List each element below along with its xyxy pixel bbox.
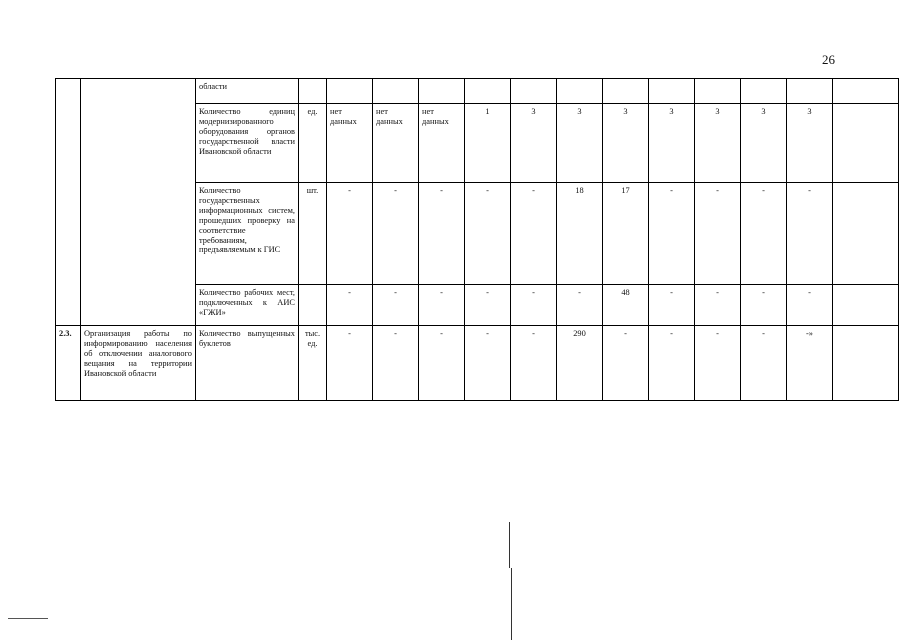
value-cell: -: [373, 326, 419, 401]
value-cell: [741, 79, 787, 104]
value-cell: -: [695, 326, 741, 401]
value-cell: [833, 326, 899, 401]
value-cell: [787, 79, 833, 104]
value-cell: -: [419, 285, 465, 326]
value-cell: -: [419, 326, 465, 401]
scan-artifact-line: [8, 618, 48, 619]
table-row: [56, 326, 899, 401]
value-cell: -: [511, 326, 557, 401]
value-cell: -: [649, 326, 695, 401]
value-cell: -: [649, 285, 695, 326]
value-cell: нет данных: [419, 104, 465, 183]
value-cell: 48: [603, 285, 649, 326]
value-cell: [511, 79, 557, 104]
value-cell: [833, 79, 899, 104]
value-cell: -: [695, 285, 741, 326]
value-cell: -»: [787, 326, 833, 401]
measure-name-cell: [81, 79, 196, 326]
row-number-cell: 2.3.: [56, 326, 81, 401]
value-cell: -: [511, 183, 557, 285]
value-cell: -: [327, 326, 373, 401]
table-row: [56, 79, 899, 104]
value-cell: -: [787, 285, 833, 326]
indicators-table: [55, 78, 899, 401]
value-cell: 3: [787, 104, 833, 183]
indicator-cell: Количество рабочих мест, подключенных к АИС «ГЖИ»: [196, 285, 299, 326]
row-number-cell: [56, 79, 81, 326]
value-cell: -: [465, 285, 511, 326]
value-cell: [833, 183, 899, 285]
value-cell: 3: [695, 104, 741, 183]
value-cell: -: [327, 285, 373, 326]
value-cell: -: [741, 326, 787, 401]
unit-cell: шт.: [299, 183, 327, 285]
value-cell: -: [465, 326, 511, 401]
value-cell: [833, 104, 899, 183]
value-cell: [833, 285, 899, 326]
value-cell: 3: [649, 104, 695, 183]
scan-artifact-line: [511, 568, 512, 640]
value-cell: 3: [603, 104, 649, 183]
value-cell: [695, 79, 741, 104]
measure-name-cell: Организация работы по информированию населения об отключении аналогового вещания на территории Ивановской области: [81, 326, 196, 401]
unit-cell: [299, 79, 327, 104]
value-cell: -: [373, 285, 419, 326]
value-cell: 290: [557, 326, 603, 401]
value-cell: нет данных: [373, 104, 419, 183]
value-cell: -: [649, 183, 695, 285]
value-cell: -: [741, 285, 787, 326]
value-cell: нет данных: [327, 104, 373, 183]
unit-cell: [299, 285, 327, 326]
value-cell: -: [787, 183, 833, 285]
value-cell: -: [557, 285, 603, 326]
value-cell: -: [511, 285, 557, 326]
unit-cell: тыс. ед.: [299, 326, 327, 401]
value-cell: -: [327, 183, 373, 285]
value-cell: -: [373, 183, 419, 285]
value-cell: 3: [741, 104, 787, 183]
scan-artifact-line: [509, 522, 510, 568]
value-cell: [603, 79, 649, 104]
value-cell: -: [419, 183, 465, 285]
value-cell: [419, 79, 465, 104]
indicator-cell: Количество государственных информационных систем, прошедших проверку на соответствие требованиям, предъявляемым к ГИС: [196, 183, 299, 285]
value-cell: -: [695, 183, 741, 285]
value-cell: 1: [465, 104, 511, 183]
value-cell: [465, 79, 511, 104]
value-cell: [327, 79, 373, 104]
page-number: 26: [822, 52, 835, 67]
indicator-cell: Количество единиц модернизированного оборудования органов государственной власти Ивановской области: [196, 104, 299, 183]
indicator-cell: Количество выпущенных буклетов: [196, 326, 299, 401]
indicator-cell: области: [196, 79, 299, 104]
unit-cell: ед.: [299, 104, 327, 183]
value-cell: [649, 79, 695, 104]
value-cell: [557, 79, 603, 104]
value-cell: [373, 79, 419, 104]
value-cell: 3: [511, 104, 557, 183]
value-cell: -: [603, 326, 649, 401]
value-cell: 3: [557, 104, 603, 183]
value-cell: -: [465, 183, 511, 285]
value-cell: -: [741, 183, 787, 285]
value-cell: 17: [603, 183, 649, 285]
value-cell: 18: [557, 183, 603, 285]
